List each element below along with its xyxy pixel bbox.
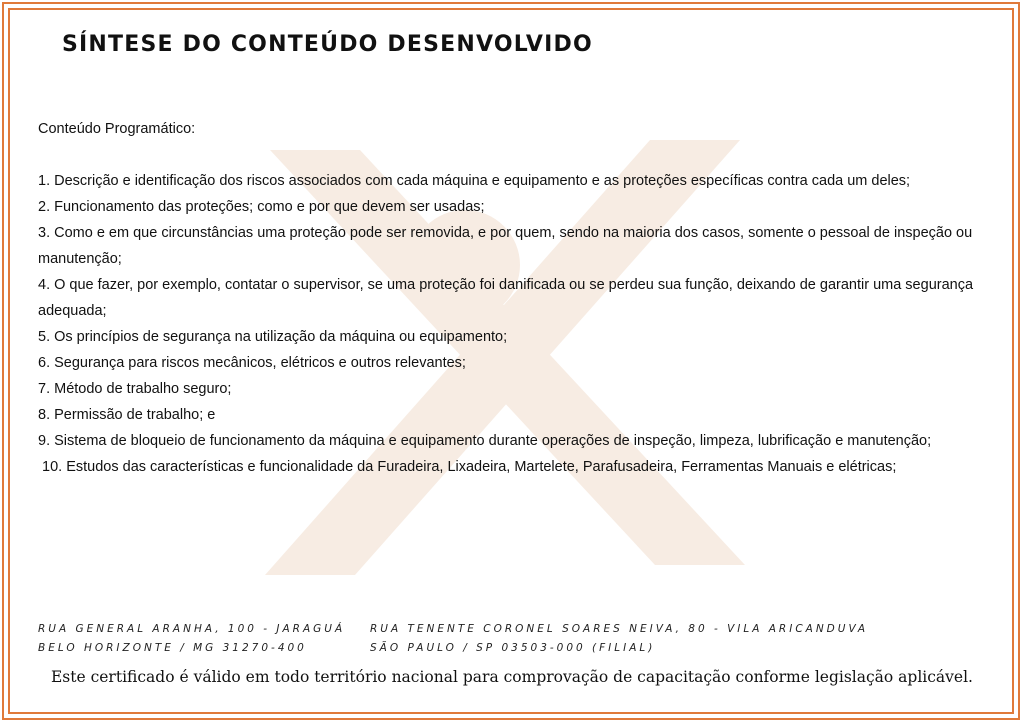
list-item: 8. Permissão de trabalho; e [38,407,216,423]
address-branch [370,620,868,658]
list-item: 9. Sistema de bloqueio de funcionamento da máquina e equipamento durante operações de inspeção, limpeza, lubrificação e manutenção; [38,433,932,449]
address-main [38,620,345,658]
address-main-line1: RUA GENERAL ARANHA, 100 - JARAGUÁ [38,623,346,635]
address-branch-line2: SÃO PAULO / SP 03503-000 (FILIAL) [370,642,656,654]
program-content [38,116,1004,480]
list-item: 7. Método de trabalho seguro; [38,381,232,397]
list-item: 10. Estudos das características e funcionalidade da Furadeira, Lixadeira, Martelete, Parafusadeira, Ferramentas Manuais e elétricas; [38,459,897,475]
content-heading: Conteúdo Programático: [38,121,196,137]
list-item: 6. Segurança para riscos mecânicos, elétricos e outros relevantes; [38,355,466,371]
list-item: 2. Funcionamento das proteções; como e por que devem ser usadas; [38,199,485,215]
list-item: 1. Descrição e identificação dos riscos associados com cada máquina e equipamento e as proteções específicas contra cada um deles; [38,173,911,189]
page-title: SÍNTESE DO CONTEÚDO DESENVOLVIDO [62,32,593,57]
list-item: 5. Os princípios de segurança na utilização da máquina ou equipamento; [38,329,508,345]
validity-statement: Este certificado é válido em todo território nacional para comprovação de capacitação conforme legislação aplicável. [50,668,973,686]
list-item: 3. Como e em que circunstâncias uma proteção pode ser removida, e por quem, sendo na maioria dos casos, somente o pessoal de inspeção ou manutenção; [38,225,973,267]
list-item: 4. O que fazer, por exemplo, contatar o supervisor, se uma proteção foi danificada ou se perdeu sua função, deixando de garantir uma segurança adequada; [38,277,974,319]
address-main-line2: BELO HORIZONTE / MG 31270-400 [38,642,307,654]
address-branch-line1: RUA TENENTE CORONEL SOARES NEIVA, 80 - VILA ARICANDUVA [370,623,869,635]
